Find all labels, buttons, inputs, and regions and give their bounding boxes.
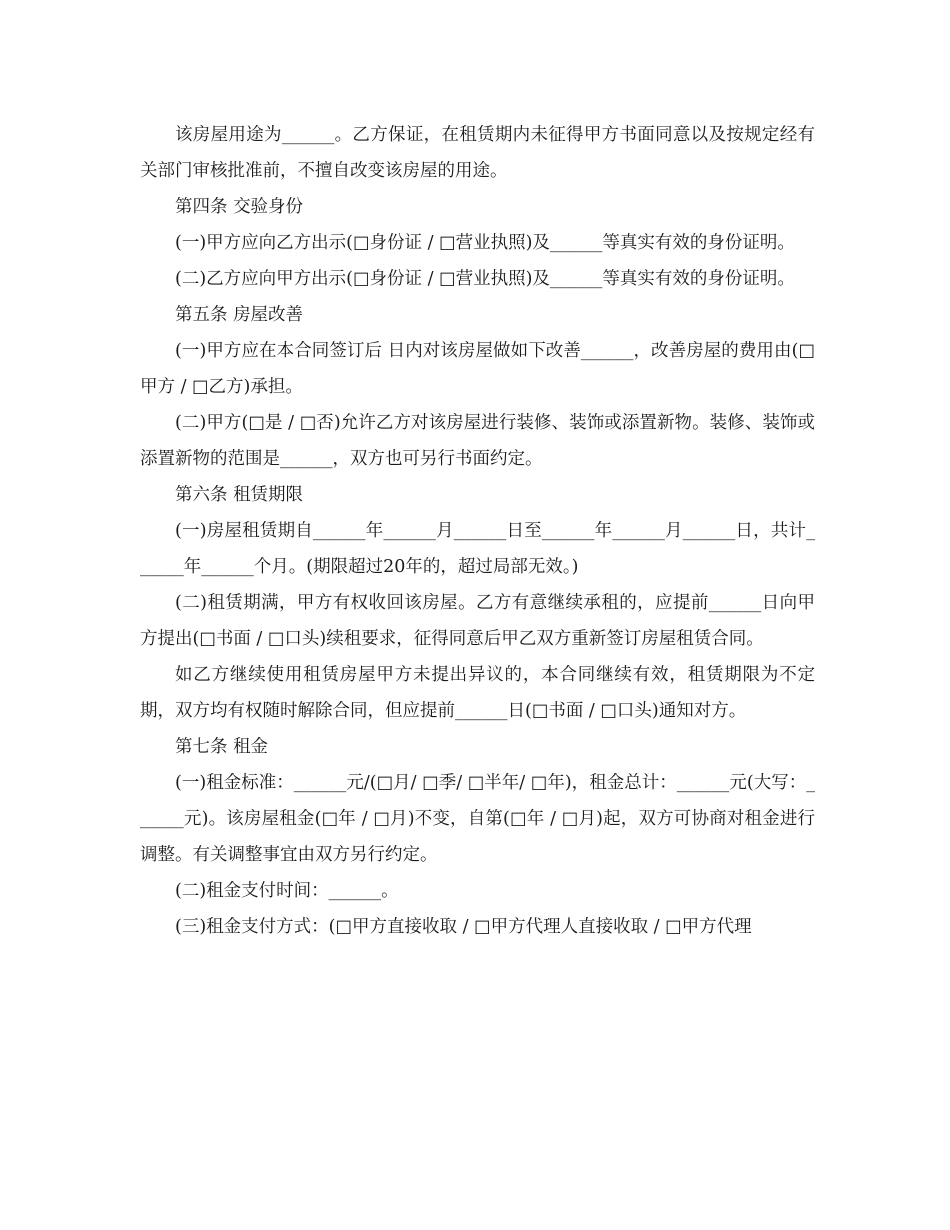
heading-article-4: 第四条 交验身份 — [175, 197, 304, 217]
paragraph-4-1: (一)甲方应向乙方出示(□身份证 / □营业执照)及______等真实有效的身份证明。 — [175, 233, 795, 253]
paragraph-4-2: (二)乙方应向甲方出示(□身份证 / □营业执照)及______等真实有效的身份证明。 — [175, 269, 795, 289]
paragraph-6-1: (一)房屋租赁期自______年______月______日至______年______月______日，共计______年______个月。(期限超过20年的，超过局部无效。) — [140, 521, 815, 577]
heading-article-6: 第六条 租赁期限 — [175, 485, 304, 505]
heading-article-5: 第五条 房屋改善 — [175, 305, 304, 325]
document-body — [140, 117, 815, 945]
paragraph-5-2: (二)甲方(□是 / □否)允许乙方对该房屋进行装修、装饰或添置新物。装修、装饰或添置新物的范围是______，双方也可另行书面约定。 — [140, 413, 815, 469]
paragraph-5-1: (一)甲方应在本合同签订后 日内对该房屋做如下改善______，改善房屋的费用由(□甲方 / □乙方)承担。 — [140, 341, 815, 397]
paragraph-7-2: (二)租金支付时间：______。 — [175, 881, 399, 901]
paragraph-6-2: (二)租赁期满，甲方有权收回该房屋。乙方有意继续承租的，应提前______日向甲方提出(□书面 / □口头)续租要求，征得同意后甲乙双方重新签订房屋租赁合同。 — [140, 593, 815, 649]
paragraph-usage: 该房屋用途为______。乙方保证，在租赁期内未征得甲方书面同意以及按规定经有关部门审核批准前，不擅自改变该房屋的用途。 — [140, 125, 815, 181]
heading-article-7: 第七条 租金 — [175, 737, 269, 757]
paragraph-7-3: (三)租金支付方式：(□甲方直接收取 / □甲方代理人直接收取 / □甲方代理 — [175, 917, 752, 937]
paragraph-6-3: 如乙方继续使用租赁房屋甲方未提出异议的，本合同继续有效，租赁期限为不定期，双方均有权随时解除合同，但应提前______日(□书面 / □口头)通知对方。 — [140, 665, 815, 721]
paragraph-7-1: (一)租金标准：______元/(□月/ □季/ □半年/ □年)，租金总计：______元(大写：______元)。该房屋租金(□年 / □月)不变，自第(□年 / □月)起，双方可协商对租金进行调整。有关调整事宜由双方另行约定。 — [140, 773, 815, 865]
